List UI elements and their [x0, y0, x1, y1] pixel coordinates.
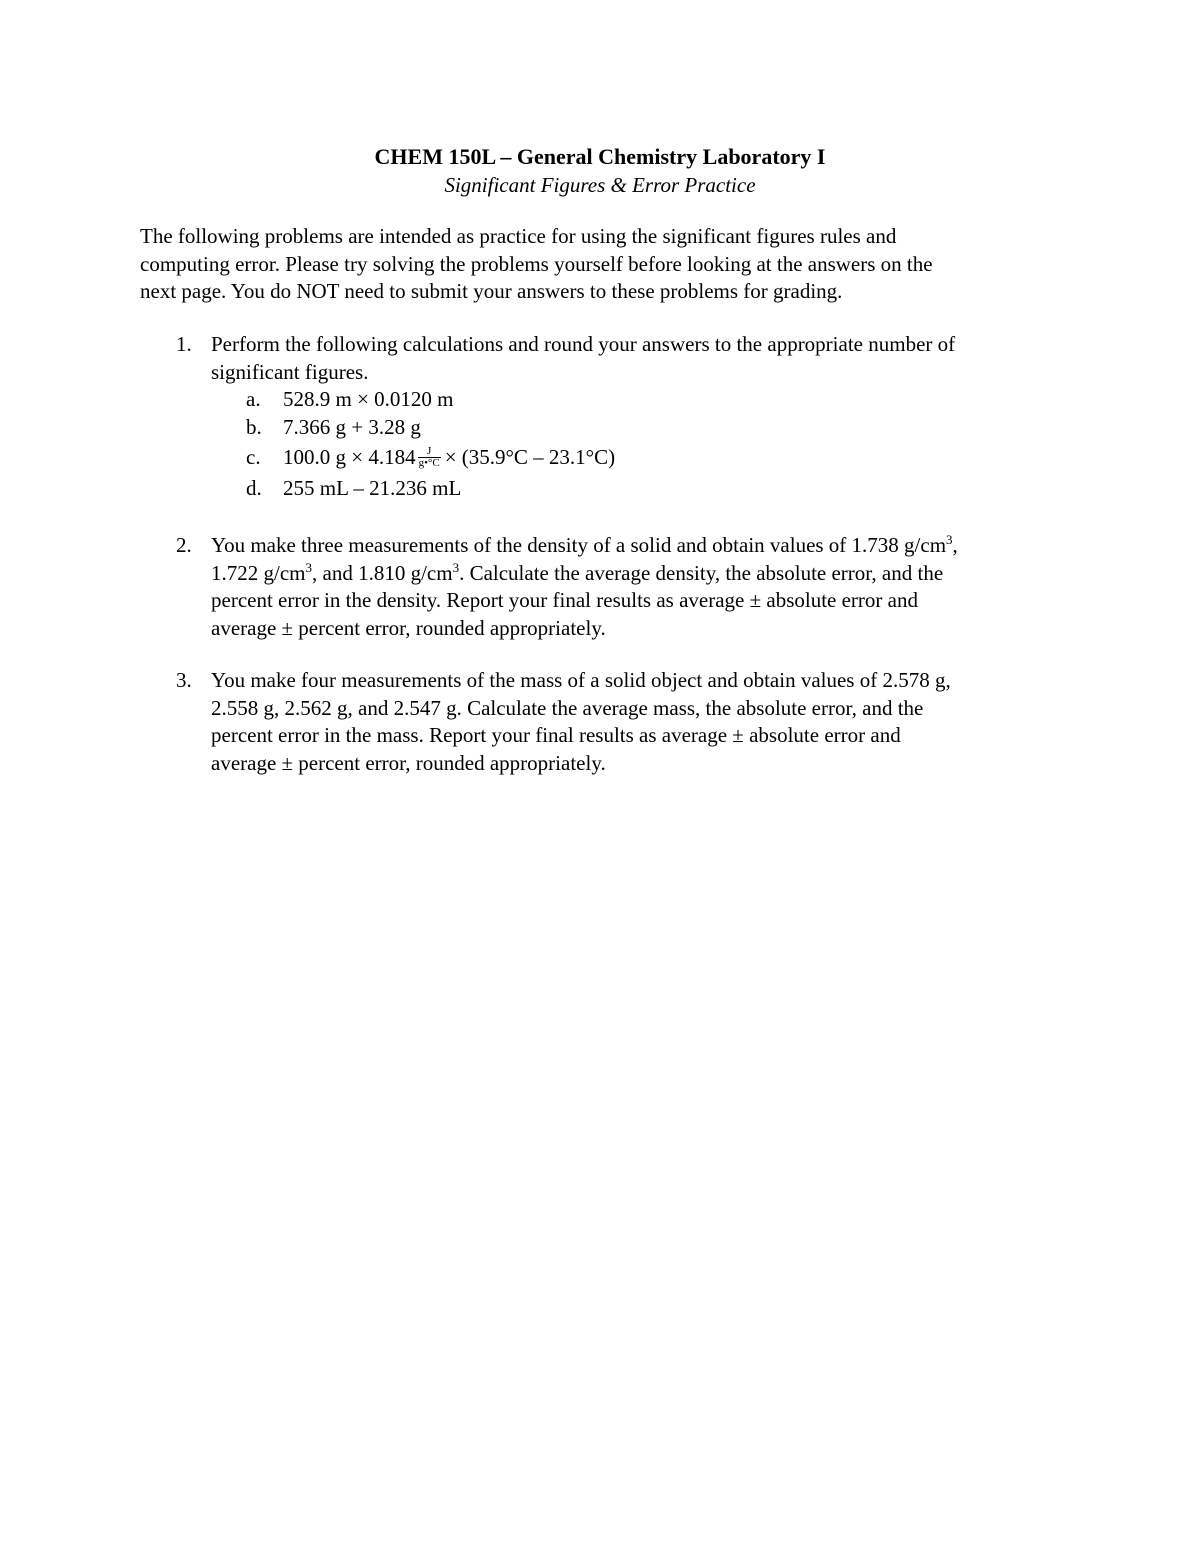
problem-text-line [211, 560, 1081, 588]
subitem-letter: d. [246, 476, 262, 500]
subitem-expression: 255 mL – 21.236 mL [283, 476, 462, 500]
intro-line: computing error. Please try solving the problems yourself before looking at the answers on the [140, 251, 933, 276]
subitem-a [211, 386, 1081, 414]
problem-body [211, 331, 1081, 503]
text-segment: You make three measurements of the density of a solid and obtain values of 1.738 g/cm [211, 533, 947, 557]
intro-line: The following problems are intended as practice for using the significant figures rules and [140, 224, 897, 248]
superscript: 3 [452, 559, 460, 575]
page-subtitle: Significant Figures & Error Practice [444, 173, 756, 197]
text-segment: , [952, 533, 958, 557]
problem-text-line: significant figures. [211, 359, 369, 384]
problem-text-line: Perform the following calculations and round your answers to the appropriate number of [211, 332, 956, 356]
problem-text-line [211, 532, 1081, 560]
subitem-expression: 7.366 g + 3.28 g [283, 414, 421, 439]
subitem-list [211, 386, 1081, 503]
subitem-letter: a. [246, 387, 261, 411]
superscript: 3 [305, 559, 312, 575]
problem-body [211, 532, 1081, 642]
subitem-letter: b. [246, 414, 262, 439]
problem-number: 3. [176, 668, 192, 692]
fraction-denominator: g•°C [418, 456, 440, 469]
intro-paragraph [140, 223, 1060, 306]
subitem-d [211, 475, 1081, 503]
text-segment: , and 1.810 g/cm [312, 560, 453, 585]
text-segment: . Calculate the average density, the absolute error, and the [459, 560, 944, 585]
superscript: 3 [946, 532, 953, 547]
intro-line: next page. You do NOT need to submit your answers to these problems for grading. [140, 279, 843, 303]
text-segment: 1.722 g/cm [211, 560, 306, 585]
subitem-letter: c. [246, 445, 261, 469]
problem-text-line: You make four measurements of the mass of a solid object and obtain values of 2.578 g, [211, 668, 951, 692]
expression-suffix: × (35.9°C – 23.1°C) [444, 445, 616, 469]
subitem-c [211, 441, 1081, 475]
problem-number: 2. [176, 533, 192, 557]
page-title: CHEM 150L – General Chemistry Laboratory I [374, 144, 826, 169]
problem-number: 1. [176, 332, 192, 356]
problem-text-line: average ± percent error, rounded appropriately. [211, 750, 606, 775]
fraction-numerator: J [418, 446, 441, 458]
problem-text-line: 2.558 g, 2.562 g, and 2.547 g. Calculate the average mass, the absolute error, and the [211, 695, 924, 720]
problem-text-line: average ± percent error, rounded appropriately. [211, 615, 606, 640]
expression-prefix: 100.0 g × 4.184 [283, 445, 416, 469]
problem-body [211, 667, 1081, 777]
unit-fraction [418, 446, 441, 469]
subitem-b [211, 414, 1081, 442]
problem-text-line: percent error in the mass. Report your final results as average ± absolute error and [211, 723, 901, 747]
subitem-expression: 528.9 m × 0.0120 m [283, 387, 454, 411]
subitem-expression [283, 444, 615, 472]
problem-text-line: percent error in the density. Report your final results as average ± absolute error and [211, 588, 918, 612]
title-block [0, 143, 1200, 199]
